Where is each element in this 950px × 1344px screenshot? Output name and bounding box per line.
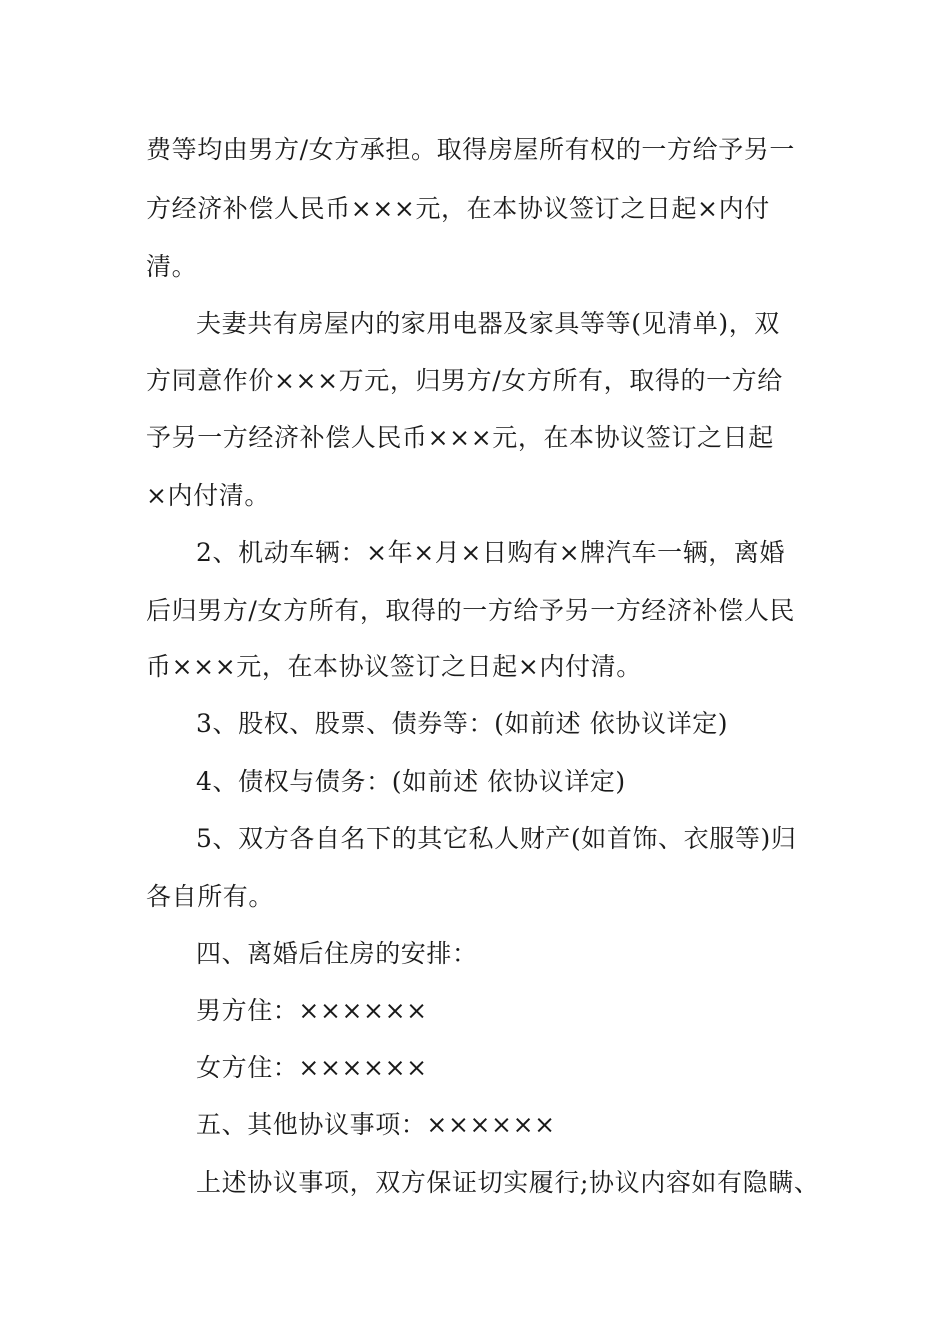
text-line-7: ×内付清。 <box>146 481 270 510</box>
text-line-2: 方经济补偿人民币×××元，在本协议签订之日起×内付 <box>146 194 770 223</box>
text-line-11: 3、股权、股票、债券等：(如前述 依协议详定) <box>196 709 729 738</box>
text-line-5: 方同意作价×××万元，归男方/女方所有，取得的一方给 <box>146 366 783 395</box>
text-line-8: 2、机动车辆：×年×月×日购有×牌汽车一辆，离婚 <box>196 538 786 567</box>
text-line-6: 予另一方经济补偿人民币×××元，在本协议签订之日起 <box>146 423 774 452</box>
text-line-14: 各自所有。 <box>146 882 275 911</box>
text-line-19: 上述协议事项，双方保证切实履行;协议内容如有隐瞒、 <box>196 1168 820 1197</box>
text-line-18: 五、其他协议事项：×××××× <box>196 1110 556 1139</box>
text-line-1: 费等均由男方/女方承担。取得房屋所有权的一方给予另一 <box>146 135 796 164</box>
text-line-4: 夫妻共有房屋内的家用电器及家具等等(见清单)，双 <box>196 309 780 338</box>
text-line-12: 4、债权与债务：(如前述 依协议详定) <box>196 767 626 796</box>
text-line-16: 男方住：×××××× <box>196 996 428 1025</box>
text-line-17: 女方住：×××××× <box>196 1053 428 1082</box>
text-line-15: 四、离婚后住房的安排： <box>196 939 478 968</box>
text-line-3: 清。 <box>146 252 198 281</box>
text-line-13: 5、双方各自名下的其它私人财产(如首饰、衣服等)归 <box>196 824 797 853</box>
text-line-10: 币×××元，在本协议签订之日起×内付清。 <box>146 652 642 681</box>
text-line-9: 后归男方/女方所有，取得的一方给予另一方经济补偿人民 <box>146 596 796 625</box>
